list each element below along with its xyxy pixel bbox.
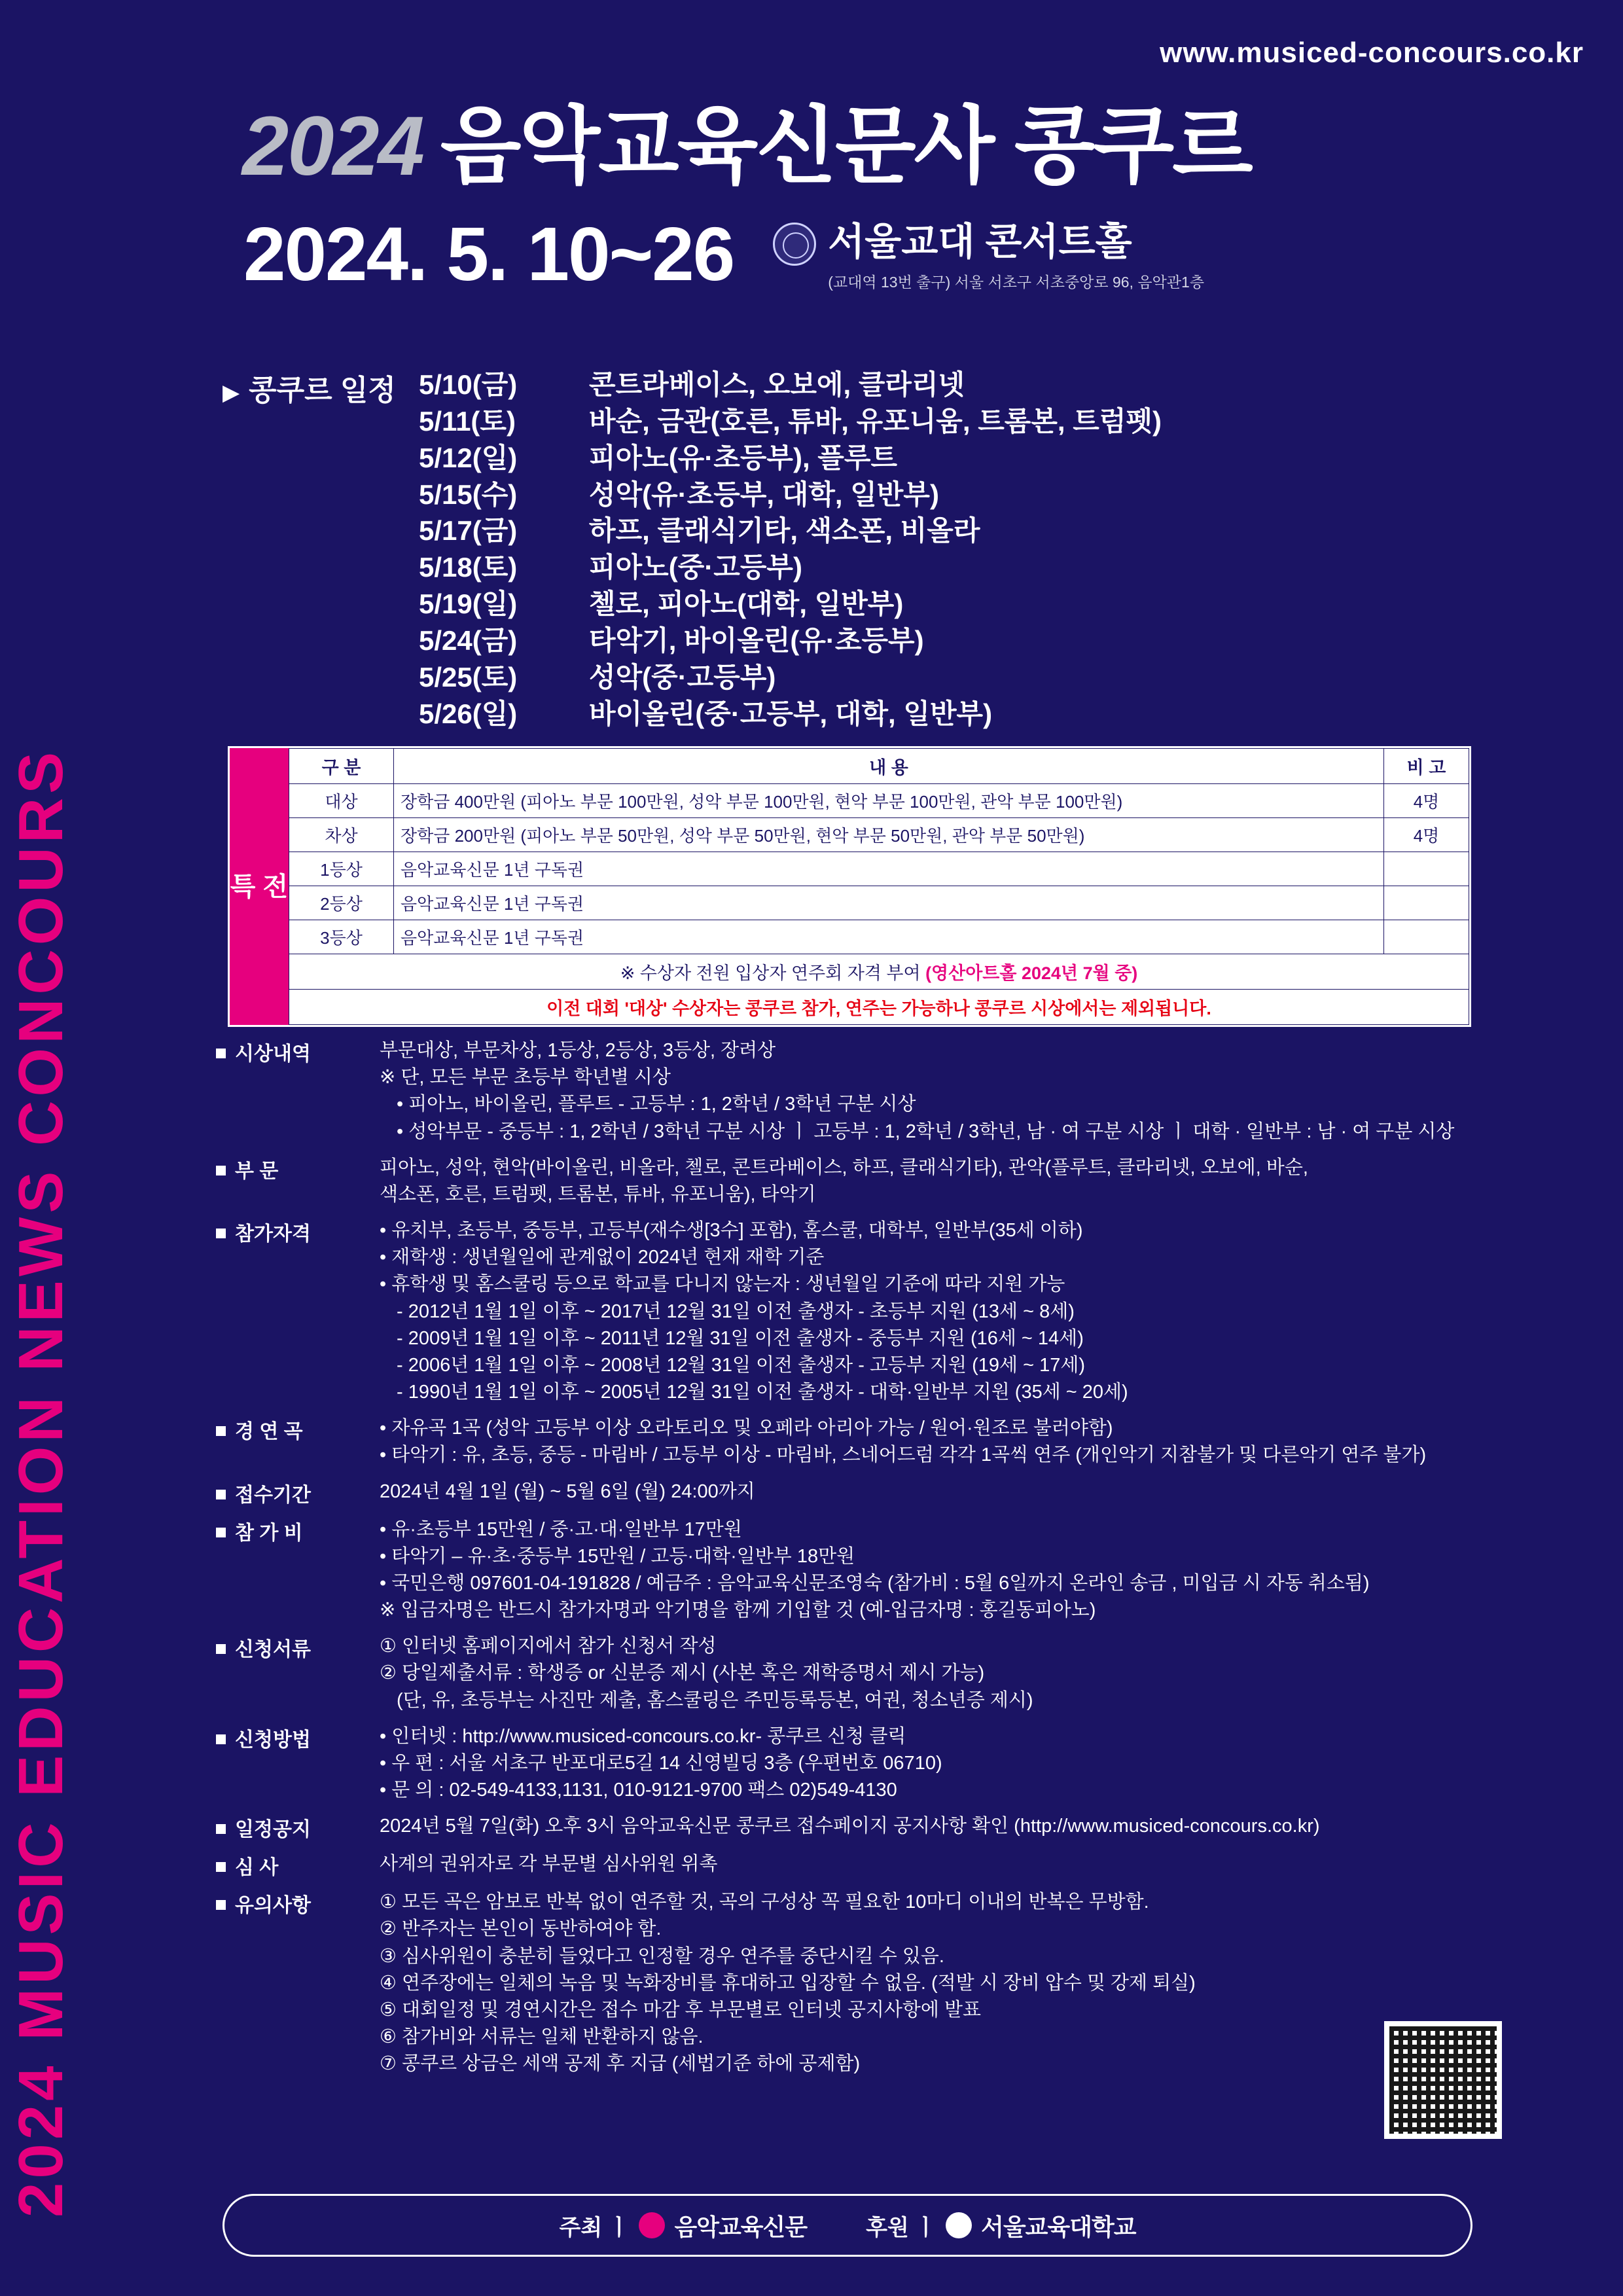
sponsor-block	[866, 2209, 1135, 2242]
footnote-warning: 이전 대회 '대상' 수상자는 콩쿠르 참가, 연주는 가능하나 콩쿠르 시상에서는 제외됩니다.	[546, 999, 1211, 1018]
detail-label-text: 신청방법	[235, 1729, 311, 1751]
cell-note: 4명	[1384, 784, 1469, 818]
cell-division: 3등상	[289, 920, 394, 954]
footnote-highlight: (영산아트홀 2024년 7월 중)	[925, 963, 1138, 983]
detail-label-text: 참가자격	[235, 1223, 311, 1246]
detail-label-text: 신청서류	[235, 1639, 311, 1661]
col-content: 내 용	[394, 749, 1384, 784]
cell-division: 대상	[289, 784, 394, 818]
detail-row	[216, 1723, 1499, 1804]
detail-label-text: 경 연 곡	[235, 1421, 303, 1443]
detail-line: ④ 연주장에는 일체의 녹음 및 녹화장비를 휴대하고 입장할 수 없음. (적발 시 장비 압수 및 강제 퇴실)	[380, 1972, 1196, 1994]
cell-content: 음악교육신문 1년 구독권	[394, 886, 1384, 920]
cell-note	[1384, 886, 1469, 920]
sponsor-name: 서울교육대학교	[981, 2213, 1136, 2240]
schedule-date: 5/19(일)	[419, 588, 518, 620]
detail-label-text: 접수기간	[235, 1484, 311, 1506]
schedule-date: 5/12(일)	[419, 442, 518, 473]
square-bullet-icon	[216, 1166, 226, 1175]
schedule-row	[419, 586, 1466, 622]
cell-content: 음악교육신문 1년 구독권	[394, 852, 1384, 886]
square-bullet-icon	[216, 1049, 226, 1058]
page-title	[242, 79, 1251, 199]
square-bullet-icon	[216, 1490, 226, 1499]
prize-table-section	[228, 746, 1471, 1027]
detail-label	[216, 1723, 380, 1804]
schedule-date: 5/11(토)	[419, 405, 516, 437]
sponsor-logo-icon	[946, 2212, 972, 2238]
footnote-plain: ※ 수상자 전원 입상자 연주회 자격 부여	[620, 963, 926, 983]
detail-line: 피아노, 성악, 현악(바이올린, 비올라, 첼로, 콘트라베이스, 하프, 클래식기타), 관악(플루트, 클라리넷, 오보에, 바순,	[380, 1157, 1308, 1178]
cell-division: 2등상	[289, 886, 394, 920]
table-footnote-row-2	[289, 990, 1469, 1025]
schedule-section	[223, 367, 1466, 732]
schedule-desc: 바이올린(중·고등부, 대학, 일반부)	[589, 698, 993, 729]
side-vertical-band	[0, 0, 164, 2296]
cell-division: 차상	[289, 818, 394, 852]
detail-row	[216, 1479, 1499, 1507]
square-bullet-icon	[216, 1644, 226, 1654]
detail-line: • 인터넷 : http://www.musiced-concours.co.kr- 콩쿠르 신청 클릭	[380, 1725, 906, 1747]
detail-row	[216, 1037, 1499, 1145]
detail-label-text: 참 가 비	[235, 1522, 303, 1544]
detail-row	[216, 1217, 1499, 1406]
detail-body	[380, 1415, 1499, 1469]
detail-line: - 2012년 1월 1일 이후 ~ 2017년 12월 31일 이전 출생자 - 초등부 지원 (13세 ~ 8세)	[397, 1300, 1075, 1322]
schedule-desc: 성악(유·초등부, 대학, 일반부)	[589, 478, 939, 510]
detail-line: 부문대상, 부문차상, 1등상, 2등상, 3등상, 장려상	[380, 1040, 776, 1061]
detail-label	[216, 1633, 380, 1714]
schedule-row	[419, 549, 1466, 586]
table-row	[289, 818, 1469, 852]
square-bullet-icon	[216, 1824, 226, 1834]
cell-content: 장학금 400만원 (피아노 부문 100만원, 성악 부문 100만원, 현악 부문 100만원, 관악 부문 100만원)	[394, 784, 1384, 818]
detail-label	[216, 1415, 380, 1469]
detail-line: ※ 입금자명은 반드시 참가자명과 악기명을 함께 기입할 것 (예-입금자명 : 홍길동피아노)	[380, 1600, 1096, 1621]
detail-label	[216, 1217, 380, 1406]
event-date-venue	[243, 211, 1205, 296]
detail-body	[380, 1813, 1499, 1842]
detail-line: ⑦ 콩쿠르 상금은 세액 공제 후 지급 (세법기준 하에 공제함)	[380, 2053, 861, 2075]
detail-line: ③ 심사위원이 충분히 들었다고 인정할 경우 연주를 중단시킬 수 있음.	[380, 1945, 944, 1967]
detail-line: ⑥ 참가비와 서류는 일체 반환하지 않음.	[380, 2026, 704, 2048]
detail-label-text: 시상내역	[235, 1043, 311, 1065]
schedule-desc: 성악(중·고등부)	[589, 661, 776, 692]
schedule-desc: 피아노(중·고등부)	[589, 552, 802, 583]
schedule-date: 5/26(일)	[419, 698, 518, 729]
detail-body	[380, 1155, 1499, 1208]
detail-line: • 피아노, 바이올린, 플루트 - 고등부 : 1, 2학년 / 3학년 구분 시상	[397, 1094, 916, 1115]
detail-line: 색소폰, 호른, 트럼펫, 트롬본, 튜바, 유포니움), 타악기	[380, 1183, 816, 1205]
seal-icon	[773, 223, 816, 266]
schedule-desc: 피아노(유·초등부), 플루트	[589, 442, 898, 473]
detail-body	[380, 1723, 1499, 1804]
event-date: 2024. 5. 10~26	[243, 211, 734, 296]
detail-body	[380, 1851, 1499, 1880]
square-bullet-icon	[216, 1862, 226, 1872]
detail-line: (단, 유, 초등부는 사진만 제출, 홈스쿨링은 주민등록등본, 여권, 청소년증 제시)	[397, 1689, 1033, 1711]
detail-row	[216, 1155, 1499, 1208]
website-url: www.musiced-concours.co.kr	[1160, 37, 1584, 69]
detail-body	[380, 1217, 1499, 1406]
table-row	[289, 784, 1469, 818]
venue-name: 서울교대 콘서트홀	[828, 221, 1132, 263]
prize-table	[289, 748, 1469, 1025]
col-note: 비 고	[1384, 749, 1469, 784]
detail-line: • 재학생 : 생년월일에 관계없이 2024년 현재 재학 기준	[380, 1247, 825, 1268]
detail-line: ② 반주자는 본인이 동반하여야 함.	[380, 1918, 662, 1940]
detail-line: 2024년 4월 1일 (월) ~ 5월 6일 (월) 24:00까지	[380, 1480, 755, 1502]
title-main: 음악교육신문사 콩쿠르	[440, 99, 1251, 193]
schedule-date: 5/15(수)	[419, 478, 518, 510]
detail-row	[216, 1889, 1499, 2077]
detail-line: 사계의 권위자로 각 부문별 심사위원 위촉	[380, 1854, 718, 1875]
schedule-title-label: 콩쿠르 일정	[249, 374, 396, 406]
cell-note: 4명	[1384, 818, 1469, 852]
detail-line: • 국민은행 097601-04-191828 / 예금주 : 음악교육신문조영숙 (참가비 : 5월 6일까지 온라인 송금 , 미입금 시 자동 취소됨)	[380, 1572, 1370, 1594]
detail-line: ⑤ 대회일정 및 경연시간은 접수 마감 후 부문별로 인터넷 공지사항에 발표	[380, 1999, 981, 2020]
detail-label	[216, 1889, 380, 2077]
schedule-row	[419, 622, 1466, 659]
detail-body	[380, 1633, 1499, 1714]
schedule-desc: 콘트라베이스, 오보에, 클라리넷	[589, 369, 965, 400]
detail-label	[216, 1813, 380, 1842]
detail-line: 2024년 5월 7일(화) 오후 3시 음악교육신문 콩쿠르 접수페이지 공지사항 확인 (http://www.musiced-concours.co.kr)	[380, 1816, 1320, 1837]
host-block	[559, 2209, 807, 2242]
schedule-desc: 바순, 금관(호른, 튜바, 유포니움, 트롬본, 트럼펫)	[589, 405, 1162, 437]
square-bullet-icon	[216, 1734, 226, 1744]
schedule-list	[419, 367, 1466, 732]
table-row	[289, 920, 1469, 954]
schedule-desc: 첼로, 피아노(대학, 일반부)	[589, 588, 904, 620]
sponsor-label: 후원 ㅣ	[866, 2215, 937, 2240]
title-year: 2024	[242, 99, 423, 193]
detail-row	[216, 1813, 1499, 1842]
detail-label-text: 부 문	[235, 1160, 279, 1182]
schedule-date: 5/25(토)	[419, 661, 518, 692]
schedule-date: 5/17(금)	[419, 515, 518, 547]
table-header-row	[289, 749, 1469, 784]
detail-label	[216, 1037, 380, 1145]
detail-line: • 우 편 : 서울 서초구 반포대로5길 14 신영빌딩 3층 (우편번호 06710)	[380, 1752, 942, 1774]
host-name: 음악교육신문	[674, 2213, 808, 2240]
side-band-text: 2024 MUSIC EDUCATION NEWS CONCOURS	[6, 747, 76, 2217]
square-bullet-icon	[216, 1229, 226, 1238]
schedule-row	[419, 512, 1466, 549]
detail-line: - 2009년 1월 1일 이후 ~ 2011년 12월 31일 이전 출생자 - 중등부 지원 (16세 ~ 14세)	[397, 1327, 1084, 1349]
schedule-date: 5/18(토)	[419, 552, 518, 583]
square-bullet-icon	[216, 1528, 226, 1537]
schedule-row	[419, 440, 1466, 476]
qr-code-image	[1389, 2026, 1497, 2134]
detail-row	[216, 1633, 1499, 1714]
detail-line: • 타악기 : 유, 초등, 중등 - 마림바 / 고등부 이상 - 마림바, 스네어드럼 각각 1곡씩 연주 (개인악기 지참불가 및 다른악기 연주 불가)	[380, 1444, 1427, 1466]
detail-label	[216, 1516, 380, 1624]
detail-line: • 성악부문 - 중등부 : 1, 2학년 / 3학년 구분 시상 ㅣ 고등부 : 1, 2학년 / 3학년, 남 · 여 구분 시상 ㅣ 대학 · 일반부 : 남 · 여 구분 시상	[397, 1121, 1455, 1142]
details-section	[216, 1037, 1499, 2087]
detail-label-text: 심 사	[235, 1857, 279, 1879]
cell-division: 1등상	[289, 852, 394, 886]
cell-content: 음악교육신문 1년 구독권	[394, 920, 1384, 954]
detail-line: - 2006년 1월 1일 이후 ~ 2008년 12월 31일 이전 출생자 - 고등부 지원 (19세 ~ 17세)	[397, 1354, 1086, 1376]
detail-row	[216, 1415, 1499, 1469]
schedule-row	[419, 367, 1466, 403]
detail-line: • 휴학생 및 홈스쿨링 등으로 학교를 다니지 않는자 : 생년월일 기준에 따라 지원 가능	[380, 1274, 1065, 1295]
detail-label	[216, 1479, 380, 1507]
schedule-date: 5/24(금)	[419, 625, 518, 656]
detail-line: • 유치부, 초등부, 중등부, 고등부(재수생[3수] 포함), 홈스쿨, 대학부, 일반부(35세 이하)	[380, 1220, 1083, 1242]
detail-line: • 타악기 – 유·초·중등부 15만원 / 고등·대학·일반부 18만원	[380, 1545, 855, 1567]
detail-line: - 1990년 1월 1일 이후 ~ 2005년 12월 31일 이전 출생자 - 대학·일반부 지원 (35세 ~ 20세)	[397, 1382, 1128, 1403]
schedule-row	[419, 696, 1466, 732]
cell-note	[1384, 852, 1469, 886]
schedule-row	[419, 659, 1466, 696]
triangle-icon: ▶	[223, 380, 240, 405]
host-label: 주최 ㅣ	[559, 2215, 630, 2240]
schedule-row	[419, 403, 1466, 440]
square-bullet-icon	[216, 1426, 226, 1436]
footer-bar	[223, 2194, 1472, 2257]
detail-label-text: 유의사항	[235, 1895, 311, 1917]
table-row	[289, 886, 1469, 920]
schedule-date: 5/10(금)	[419, 369, 518, 400]
detail-line: • 문 의 : 02-549-4133,1131, 010-9121-9700 팩스 02)549-4130	[380, 1780, 897, 1801]
detail-label-text: 일정공지	[235, 1819, 311, 1841]
detail-body	[380, 1037, 1499, 1145]
schedule-desc: 타악기, 바이올린(유·초등부)	[589, 625, 924, 656]
detail-line: ① 모든 곡은 암보로 반복 없이 연주할 것, 곡의 구성상 꼭 필요한 10마디 이내의 반복은 무방함.	[380, 1892, 1149, 1913]
detail-body	[380, 1889, 1499, 2077]
cell-note	[1384, 920, 1469, 954]
detail-body	[380, 1479, 1499, 1507]
schedule-row	[419, 476, 1466, 513]
square-bullet-icon	[216, 1900, 226, 1910]
qr-code[interactable]	[1384, 2021, 1502, 2139]
detail-row	[216, 1851, 1499, 1880]
detail-label	[216, 1155, 380, 1208]
detail-row	[216, 1516, 1499, 1624]
schedule-title	[223, 367, 419, 408]
detail-line: • 자유곡 1곡 (성악 고등부 이상 오라토리오 및 오페라 아리아 가능 / 원어·원조로 불러야함)	[380, 1418, 1113, 1439]
host-logo-icon	[639, 2212, 665, 2238]
detail-line: ① 인터넷 홈페이지에서 참가 신청서 작성	[380, 1636, 717, 1657]
table-row	[289, 852, 1469, 886]
venue-address: (교대역 13번 출구) 서울 서초구 서초중앙로 96, 음악관1층	[828, 273, 1205, 291]
detail-line: ※ 단, 모든 부문 초등부 학년별 시상	[380, 1067, 671, 1088]
detail-label	[216, 1851, 380, 1880]
table-footnote-row-1	[289, 954, 1469, 990]
detail-line: • 유·초등부 15만원 / 중·고·대·일반부 17만원	[380, 1518, 742, 1540]
col-division: 구 분	[289, 749, 394, 784]
cell-content: 장학금 200만원 (피아노 부문 50만원, 성악 부문 50만원, 현악 부문 50만원, 관악 부문 50만원)	[394, 818, 1384, 852]
detail-line: ② 당일제출서류 : 학생증 or 신분증 제시 (사본 혹은 재학증명서 제시 가능)	[380, 1662, 985, 1684]
schedule-desc: 하프, 클래식기타, 색소폰, 비올라	[589, 515, 980, 547]
prize-side-label: 특 전	[230, 748, 289, 1025]
detail-body	[380, 1516, 1499, 1624]
